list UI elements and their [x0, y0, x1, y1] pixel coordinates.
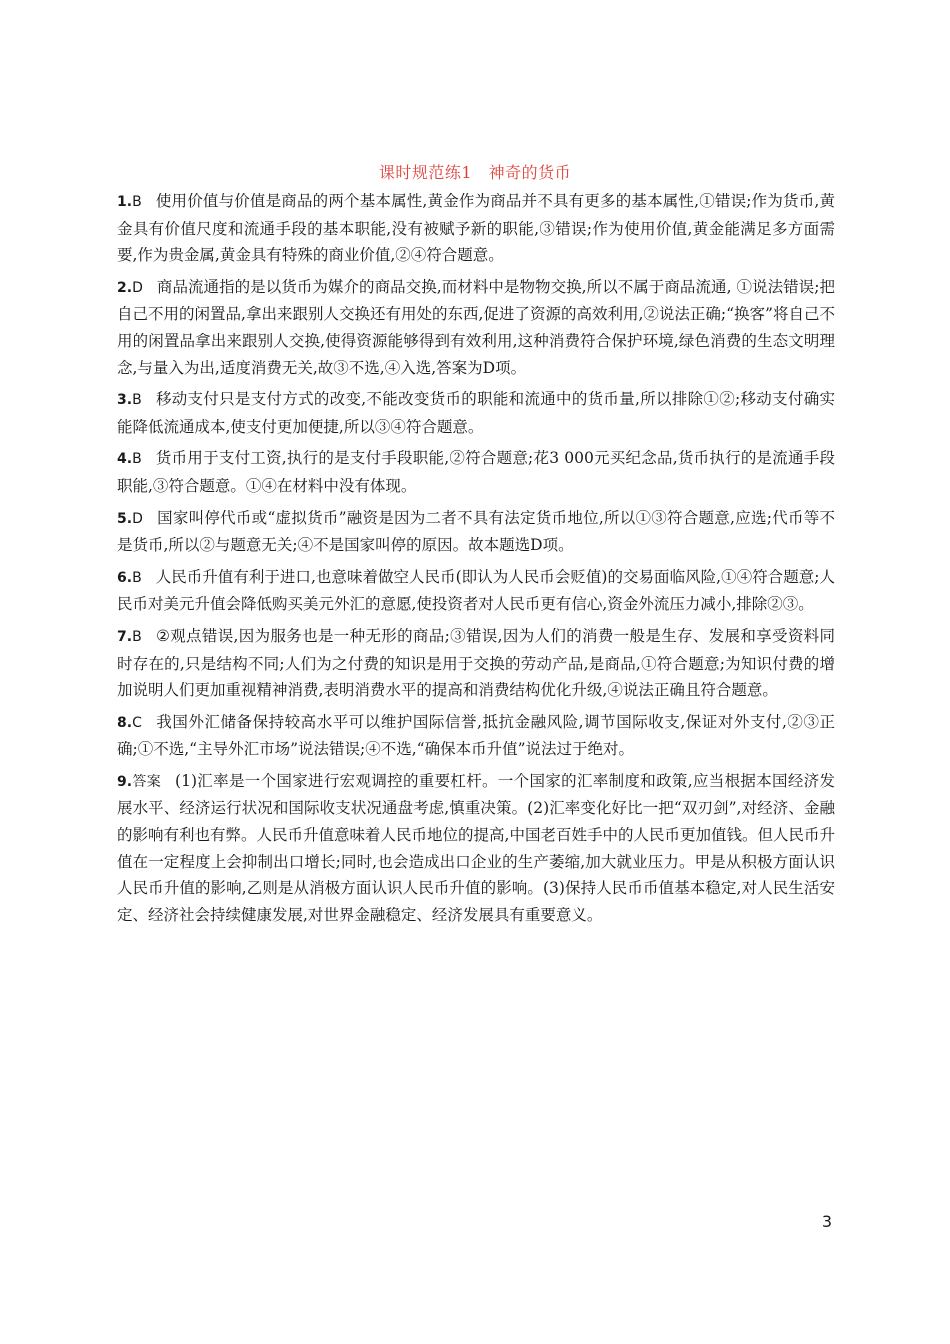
item-number: 1.: [117, 194, 133, 210]
item-answer: B: [132, 451, 142, 468]
answer-item-8: [117, 709, 835, 763]
page-number: 3: [821, 1212, 832, 1231]
item-answer: B: [132, 628, 142, 645]
item-answer: B: [132, 392, 142, 409]
item-explanation: 移动支付只是支付方式的改变,不能改变货币的职能和流通中的货币量,所以排除①②;移动支付确实能降低流通成本,使支付更加便捷,所以③④符合题意。: [117, 390, 835, 436]
page-title: 课时规范练1 神奇的货币: [378, 163, 572, 182]
item-explanation: (1)汇率是一个国家进行宏观调控的重要杠杆。一个国家的汇率制度和政策,应当根据本国经济发展水平、经济运行状况和国际收支状况通盘考虑,慎重决策。(2)汇率变化好比一把“双刃剑”,对经济、金融的影响有利也有弊。人民币升值意味着人民币地位的提高,中国老百姓手中的人民币更加值钱。但人民币升值在一定程度上会抑制出口增长;同时,也会造成出口企业的生产萎缩,加大就业压力。甲是从积极方面认识人民币升值的影响,乙则是从消极方面认识人民币升值的影响。(3)保持人民币币值基本稳定,对人民生活安定、经济社会持续健康发展,对世界金融稳定、经济发展具有重要意义。: [117, 771, 836, 924]
item-explanation: ②观点错误,因为服务也是一种无形的商品;③错误,因为人们的消费一般是生存、发展和享受资料同时存在的,只是结构不同;人们为之付费的知识是用于交换的劳动产品,是商品,①符合题意;为知识付费的增加说明人们更加重视精神消费,表明消费水平的提高和消费结构优化升级,④说法正确且符合题意。: [117, 626, 835, 700]
item-number: 2.: [117, 279, 133, 296]
item-number: 7.: [117, 628, 133, 645]
item-answer: D: [132, 510, 143, 527]
item-number: 9.: [117, 773, 133, 790]
item-answer: 答案: [132, 773, 162, 790]
answer-item-4: [117, 445, 835, 499]
item-explanation: 使用价值与价值是商品的两个基本属性,黄金作为商品并不具有更多的基本属性,①错误;作为货币,黄金具有价值尺度和流通手段的基本职能,没有被赋予新的职能,③错误;作为使用价值,黄金能满足多方面需要,作为贵金属,黄金具有特殊的商业价值,②④符合题意。: [117, 192, 835, 265]
item-explanation: 商品流通指的是以货币为媒介的商品交换,而材料中是物物交换,所以不属于商品流通, ①说法错误;把自己不用的闲置品,拿出来跟别人交换还有用处的东西,促进了资源的高效利用,②说法正确;“换客”将自己不用的闲置品拿出来跟别人交换,使得资源能够得到有效利用,这种消费符合保护环境,绿色消费的生态文明理念,与量入为出,适度消费无关,故③不选,④入选,答案为D项。: [117, 277, 835, 377]
item-number: 5.: [117, 510, 133, 527]
answer-item-2: [117, 274, 835, 381]
answer-item-9: [117, 768, 835, 929]
answer-list: [117, 188, 835, 933]
item-number: 3.: [117, 392, 133, 409]
item-answer: B: [132, 569, 142, 586]
item-explanation: 人民币升值有利于进口,也意味着做空人民币(即认为人民币会贬值)的交易面临风险,①④符合题意;人民币对美元升值会降低购买美元外汇的意愿,使投资者对人民币更有信心,资金外流压力减小,排除②③。: [117, 567, 835, 614]
item-explanation: 我国外汇储备保持较高水平可以维护国际信誉,抵抗金融风险,调节国际收支,保证对外支付,②③正确;①不选,“主导外汇市场”说法错误;④不选,“确保本币升值”说法过于绝对。: [117, 712, 835, 759]
item-explanation: 国家叫停代币或“虚拟货币”融资是因为二者不具有法定货币地位,所以①③符合题意,应选;代币等不是货币,所以②与题意无关;④不是国家叫停的原因。故本题选D项。: [117, 508, 835, 555]
answer-item-3: [117, 386, 835, 440]
answer-item-5: [117, 505, 835, 559]
answer-item-6: [117, 564, 835, 618]
item-answer: B: [132, 194, 142, 210]
item-answer: D: [132, 279, 143, 296]
item-number: 4.: [117, 451, 133, 468]
item-answer: C: [132, 714, 142, 731]
item-explanation: 货币用于支付工资,执行的是支付手段职能,②符合题意;花3 000元买纪念品,货币执行的是流通手段职能,③符合题意。①④在材料中没有体现。: [117, 449, 835, 495]
answer-item-1: [117, 188, 835, 269]
item-number: 6.: [117, 569, 133, 586]
item-number: 8.: [117, 714, 133, 731]
answer-item-7: [117, 623, 835, 704]
